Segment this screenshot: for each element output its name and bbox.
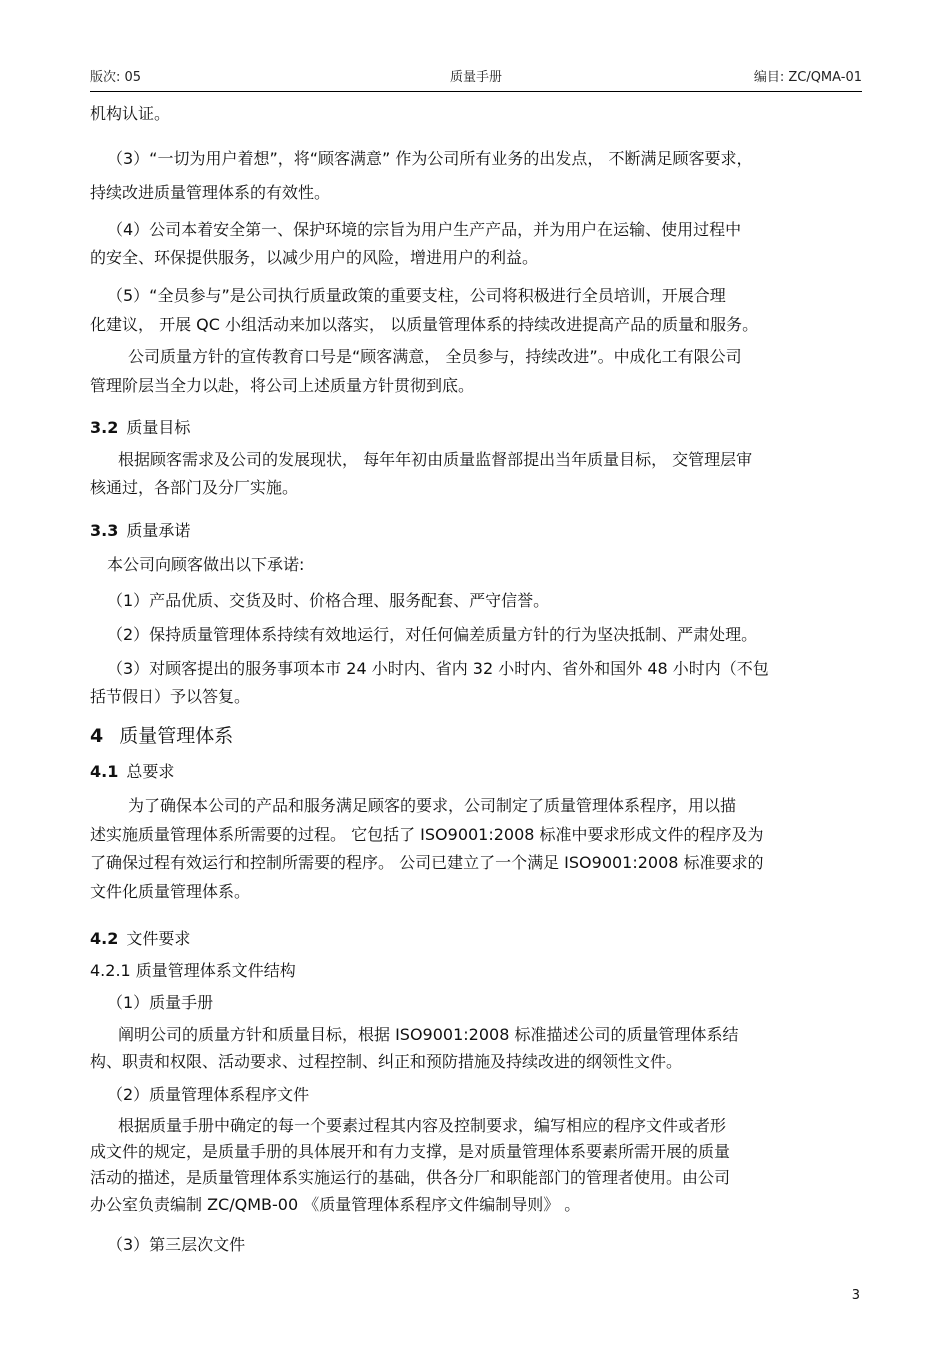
chapter-number: 4 xyxy=(90,725,104,747)
text-line: （5）“全员参与”是公司执行质量政策的重要支柱，公司将积极进行全员培训，开展合理 xyxy=(107,286,726,305)
subsection-heading: 4.2.1 质量管理体系文件结构 xyxy=(90,961,296,980)
text-line: 活动的描述，是质量管理体系实施运行的基础，供各分厂和职能部门的管理者使用。由公司 xyxy=(90,1168,731,1187)
text-line: 持续改进质量管理体系的有效性。 xyxy=(90,183,331,202)
text-line: 阐明公司的质量方针和质量目标，根据 ISO9001:2008 标准描述公司的质量管理体系结 xyxy=(118,1025,739,1044)
section-number: 3.2 xyxy=(90,418,119,437)
text-line: （4）公司本着安全第一、保护环境的宗旨为用户生产产品，并为用户在运输、使用过程中 xyxy=(107,220,742,239)
section-number: 3.3 xyxy=(90,521,119,540)
text-line: （3）对顾客提出的服务事项本市 24 小时内、省内 32 小时内、省外和国外 48 小时内（不包 xyxy=(107,659,769,678)
text-line: 本公司向顾客做出以下承诺: xyxy=(107,555,305,574)
section-title: 质量承诺 xyxy=(126,521,191,540)
section-title: 总要求 xyxy=(126,762,175,781)
text-line: （2）保持质量管理体系持续有效地运行，对任何偏差质量方针的行为坚决抵制、严肃处理。 xyxy=(107,625,758,644)
section-number: 4.2 xyxy=(90,929,119,948)
text-line: 成文件的规定，是质量手册的具体展开和有力支撑，是对质量管理体系要素所需开展的质量 xyxy=(90,1142,731,1161)
chapter-heading-4 xyxy=(90,724,233,748)
text-line: 的安全、环保提供服务，以减少用户的风险，增进用户的利益。 xyxy=(90,248,539,267)
section-title: 文件要求 xyxy=(126,929,191,948)
text-line: （2）质量管理体系程序文件 xyxy=(107,1085,310,1104)
text-line: （1）质量手册 xyxy=(107,993,214,1012)
text-line: （3）“一切为用户着想”，将“顾客满意” 作为公司所有业务的出发点， 不断满足顾客要求， xyxy=(107,149,753,168)
section-title: 质量目标 xyxy=(126,418,191,437)
section-heading-4-1 xyxy=(90,762,174,782)
text-line: 公司质量方针的宣传教育口号是“顾客满意， 全员参与，持续改进”。中成化工有限公司 xyxy=(128,347,742,366)
section-heading-3-3 xyxy=(90,521,190,541)
page-header xyxy=(90,66,862,88)
text-line: 构、职责和权限、活动要求、过程控制、纠正和预防措施及持续改进的纲领性文件。 xyxy=(90,1052,683,1071)
page-number: 3 xyxy=(851,1288,860,1303)
text-line: 化建议， 开展 QC 小组活动来加以落实， 以质量管理体系的持续改进提高产品的质量和服务。 xyxy=(90,315,759,334)
text-line: 根据顾客需求及公司的发展现状， 每年年初由质量监督部提出当年质量目标， 交管理层审 xyxy=(118,450,753,469)
text-line: 根据质量手册中确定的每一个要素过程其内容及控制要求，编写相应的程序文件或者形 xyxy=(118,1116,727,1135)
section-heading-3-2 xyxy=(90,418,190,438)
text-line: 括节假日）予以答复。 xyxy=(90,687,251,706)
text-line: 机构认证。 xyxy=(90,104,171,123)
text-line: 为了确保本公司的产品和服务满足顾客的要求，公司制定了质量管理体系程序，用以描 xyxy=(128,796,737,815)
document-title: 质量手册 xyxy=(449,70,502,85)
text-line: 了确保过程有效运行和控制所需要的程序。 公司已建立了一个满足 ISO9001:2008 标准要求的 xyxy=(90,853,764,872)
text-line: 述实施质量管理体系所需要的过程。 它包括了 ISO9001:2008 标准中要求形成文件的程序及为 xyxy=(90,825,764,844)
text-line: 管理阶层当全力以赴，将公司上述质量方针贯彻到底。 xyxy=(90,376,475,395)
text-line: （1）产品优质、交货及时、价格合理、服务配套、严守信誉。 xyxy=(107,591,550,610)
section-heading-4-2 xyxy=(90,929,190,949)
text-line: （3）第三层次文件 xyxy=(107,1235,246,1254)
text-line: 办公室负责编制 ZC/QMB-00 《质量管理体系程序文件编制导则》 。 xyxy=(90,1195,581,1214)
section-number: 4.1 xyxy=(90,762,119,781)
edition-label: 版次: 05 xyxy=(90,70,142,85)
chapter-title: 质量管理体系 xyxy=(119,725,234,747)
header-divider xyxy=(90,91,862,92)
text-line: 核通过，各部门及分厂实施。 xyxy=(90,478,299,497)
document-code: 编目: ZC/QMA-01 xyxy=(753,70,862,85)
text-line: 文件化质量管理体系。 xyxy=(90,882,251,901)
